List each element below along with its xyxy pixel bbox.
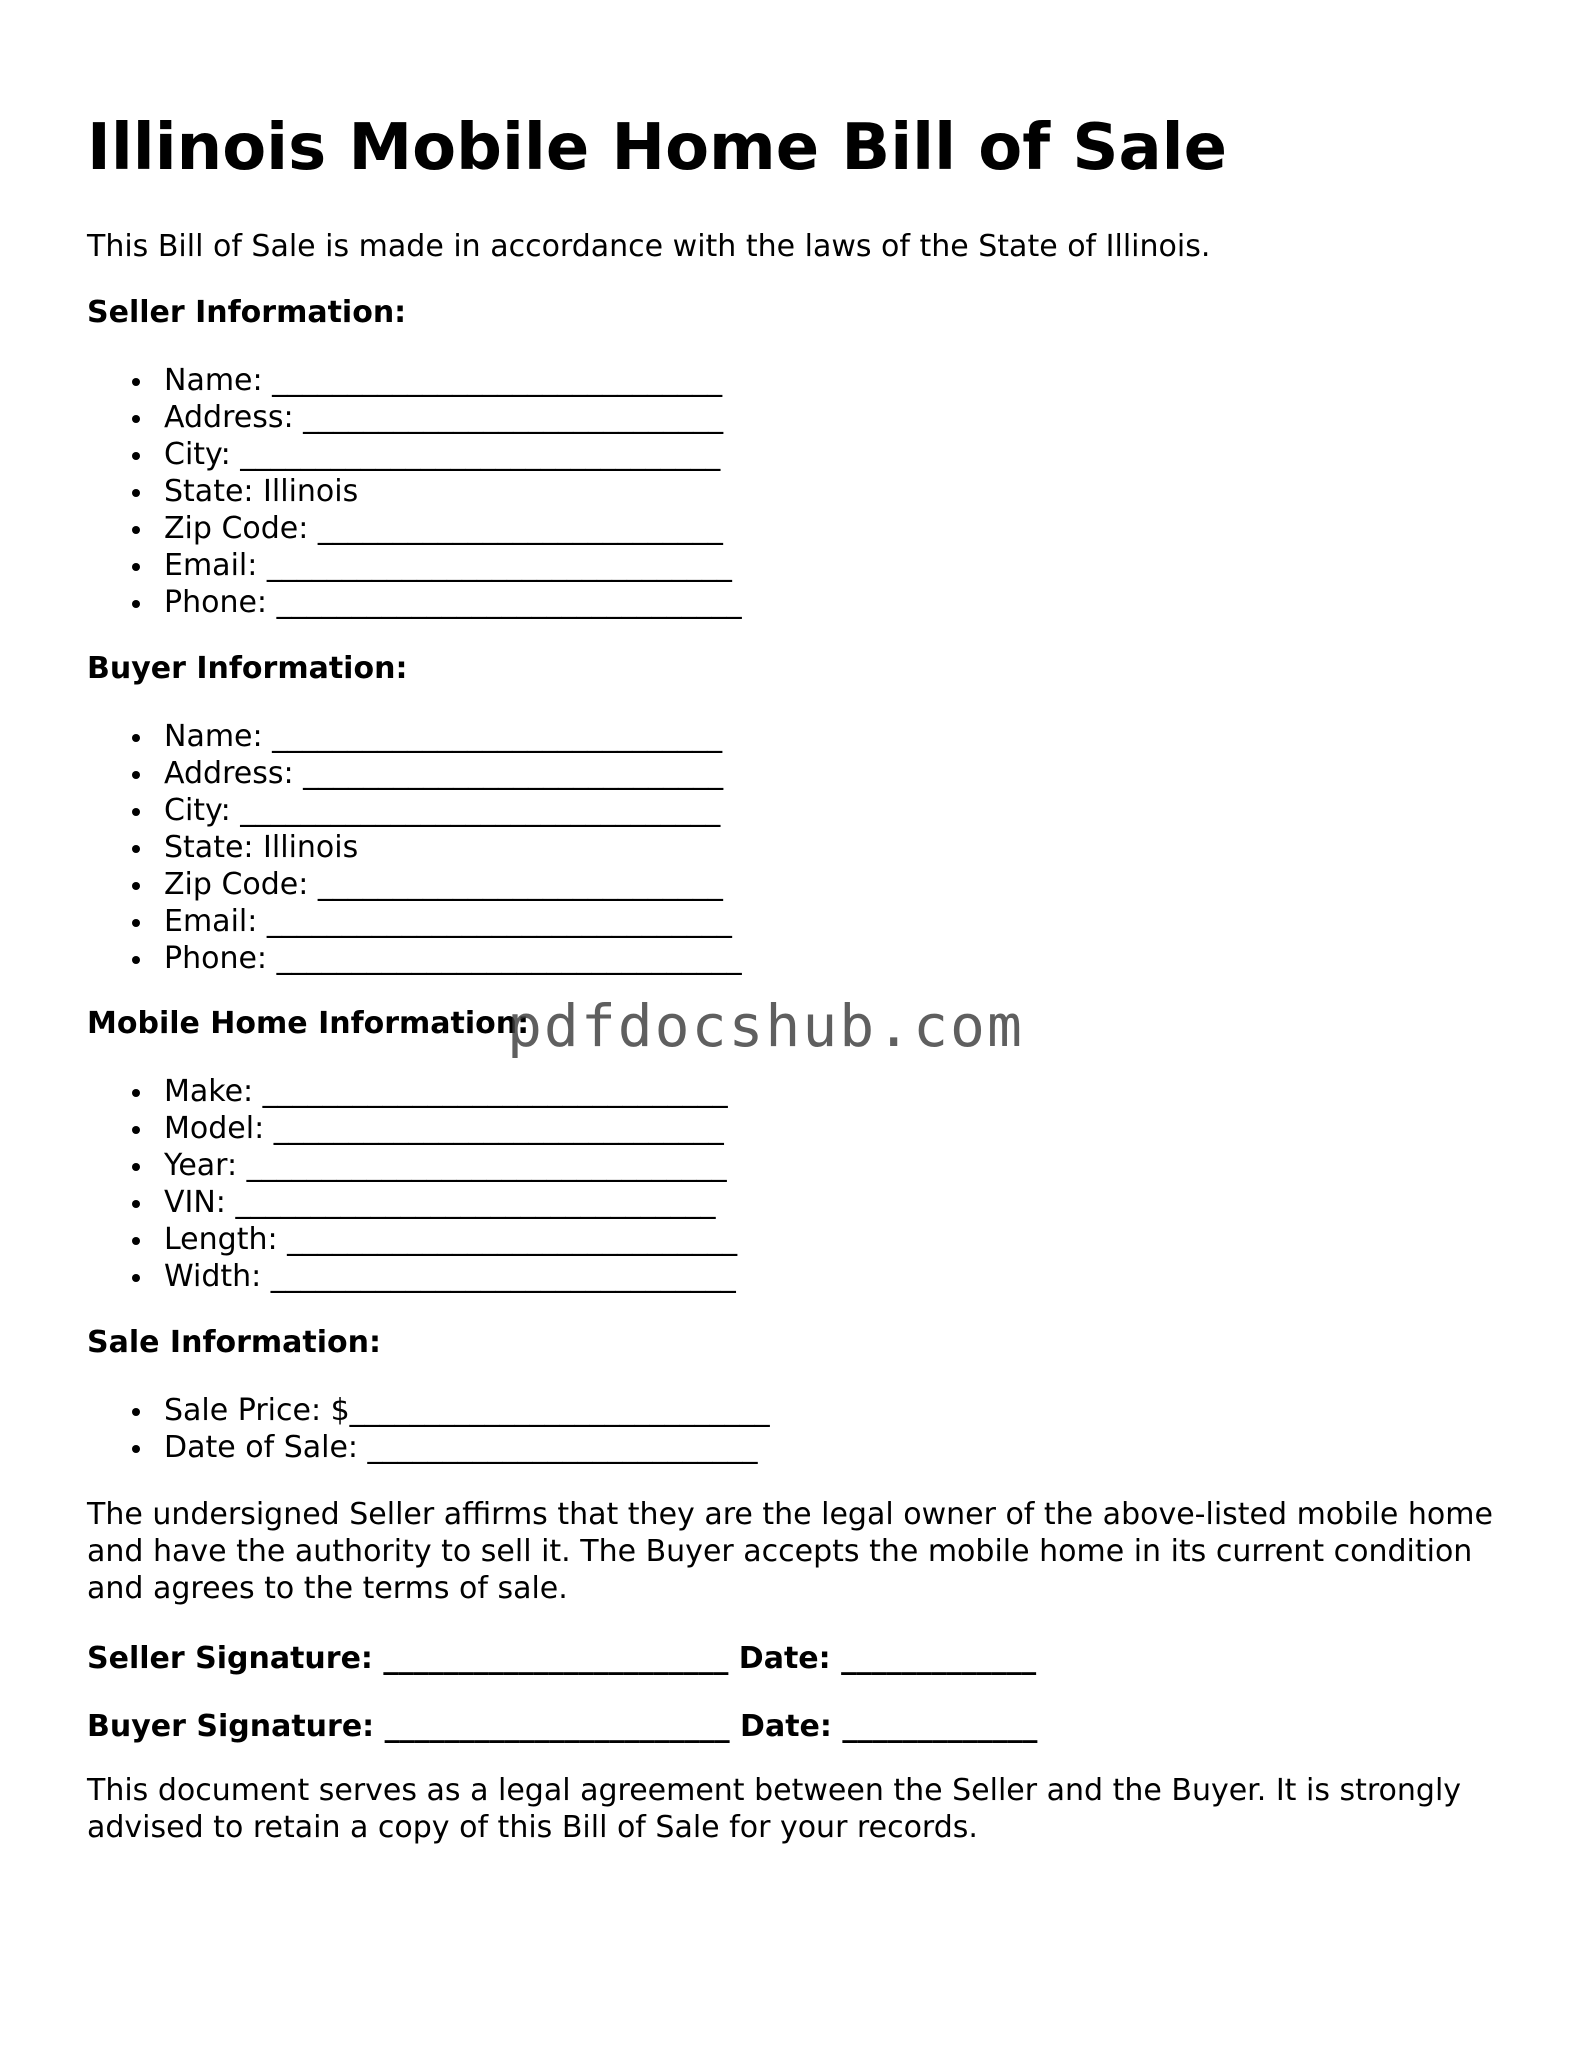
seller-fields: [87, 362, 742, 621]
buyer-name-field: Name: ______________________________: [87, 718, 742, 755]
buyer-phone-field: Phone: _______________________________: [87, 940, 742, 977]
sale-heading: Sale Information:: [87, 1325, 381, 1360]
seller-phone-field: Phone: _______________________________: [87, 584, 742, 621]
length-field: Length: ______________________________: [87, 1221, 737, 1258]
seller-state-field: State: Illinois: [87, 473, 742, 510]
year-field: Year: ________________________________: [87, 1147, 737, 1184]
sale-fields: [87, 1392, 770, 1466]
page-title: Illinois Mobile Home Bill of Sale: [87, 111, 1227, 185]
affirmation-text: The undersigned Seller affirms that they are the legal owner of the above-listed mobile home and have the authority to sell it. The Buyer accepts the mobile home in its current condition and agrees to the terms of sale.: [87, 1497, 1493, 1606]
seller-zip-field: Zip Code: ___________________________: [87, 510, 742, 547]
make-field: Make: _______________________________: [87, 1073, 737, 1110]
buyer-signature-line: Buyer Signature: _______________________ Date: _____________: [87, 1709, 1038, 1744]
watermark-text: pdfdocshub.com: [507, 992, 1024, 1060]
seller-address-field: Address: ____________________________: [87, 399, 742, 436]
buyer-heading: Buyer Information:: [87, 651, 408, 686]
seller-name-field: Name: ______________________________: [87, 362, 742, 399]
buyer-state-field: State: Illinois: [87, 829, 742, 866]
vin-field: VIN: ________________________________: [87, 1184, 737, 1221]
seller-email-field: Email: _______________________________: [87, 547, 742, 584]
width-field: Width: _______________________________: [87, 1258, 737, 1295]
seller-city-field: City: ________________________________: [87, 436, 742, 473]
buyer-fields: [87, 718, 742, 977]
buyer-address-field: Address: ____________________________: [87, 755, 742, 792]
mobile-home-fields: [87, 1073, 737, 1295]
buyer-zip-field: Zip Code: ___________________________: [87, 866, 742, 903]
mobile-home-heading: Mobile Home Information:: [87, 1006, 530, 1041]
sale-price-field: Sale Price: $____________________________: [87, 1392, 770, 1429]
model-field: Model: ______________________________: [87, 1110, 737, 1147]
buyer-email-field: Email: _______________________________: [87, 903, 742, 940]
sale-date-field: Date of Sale: __________________________: [87, 1429, 770, 1466]
closing-text: This document serves as a legal agreement between the Seller and the Buyer. It is strongly advised to retain a copy of this Bill of Sale for your records.: [87, 1773, 1462, 1845]
seller-heading: Seller Information:: [87, 295, 407, 330]
buyer-city-field: City: ________________________________: [87, 792, 742, 829]
intro-text: This Bill of Sale is made in accordance with the laws of the State of Illinois.: [87, 229, 1211, 264]
seller-signature-line: Seller Signature: _______________________ Date: _____________: [87, 1641, 1037, 1676]
